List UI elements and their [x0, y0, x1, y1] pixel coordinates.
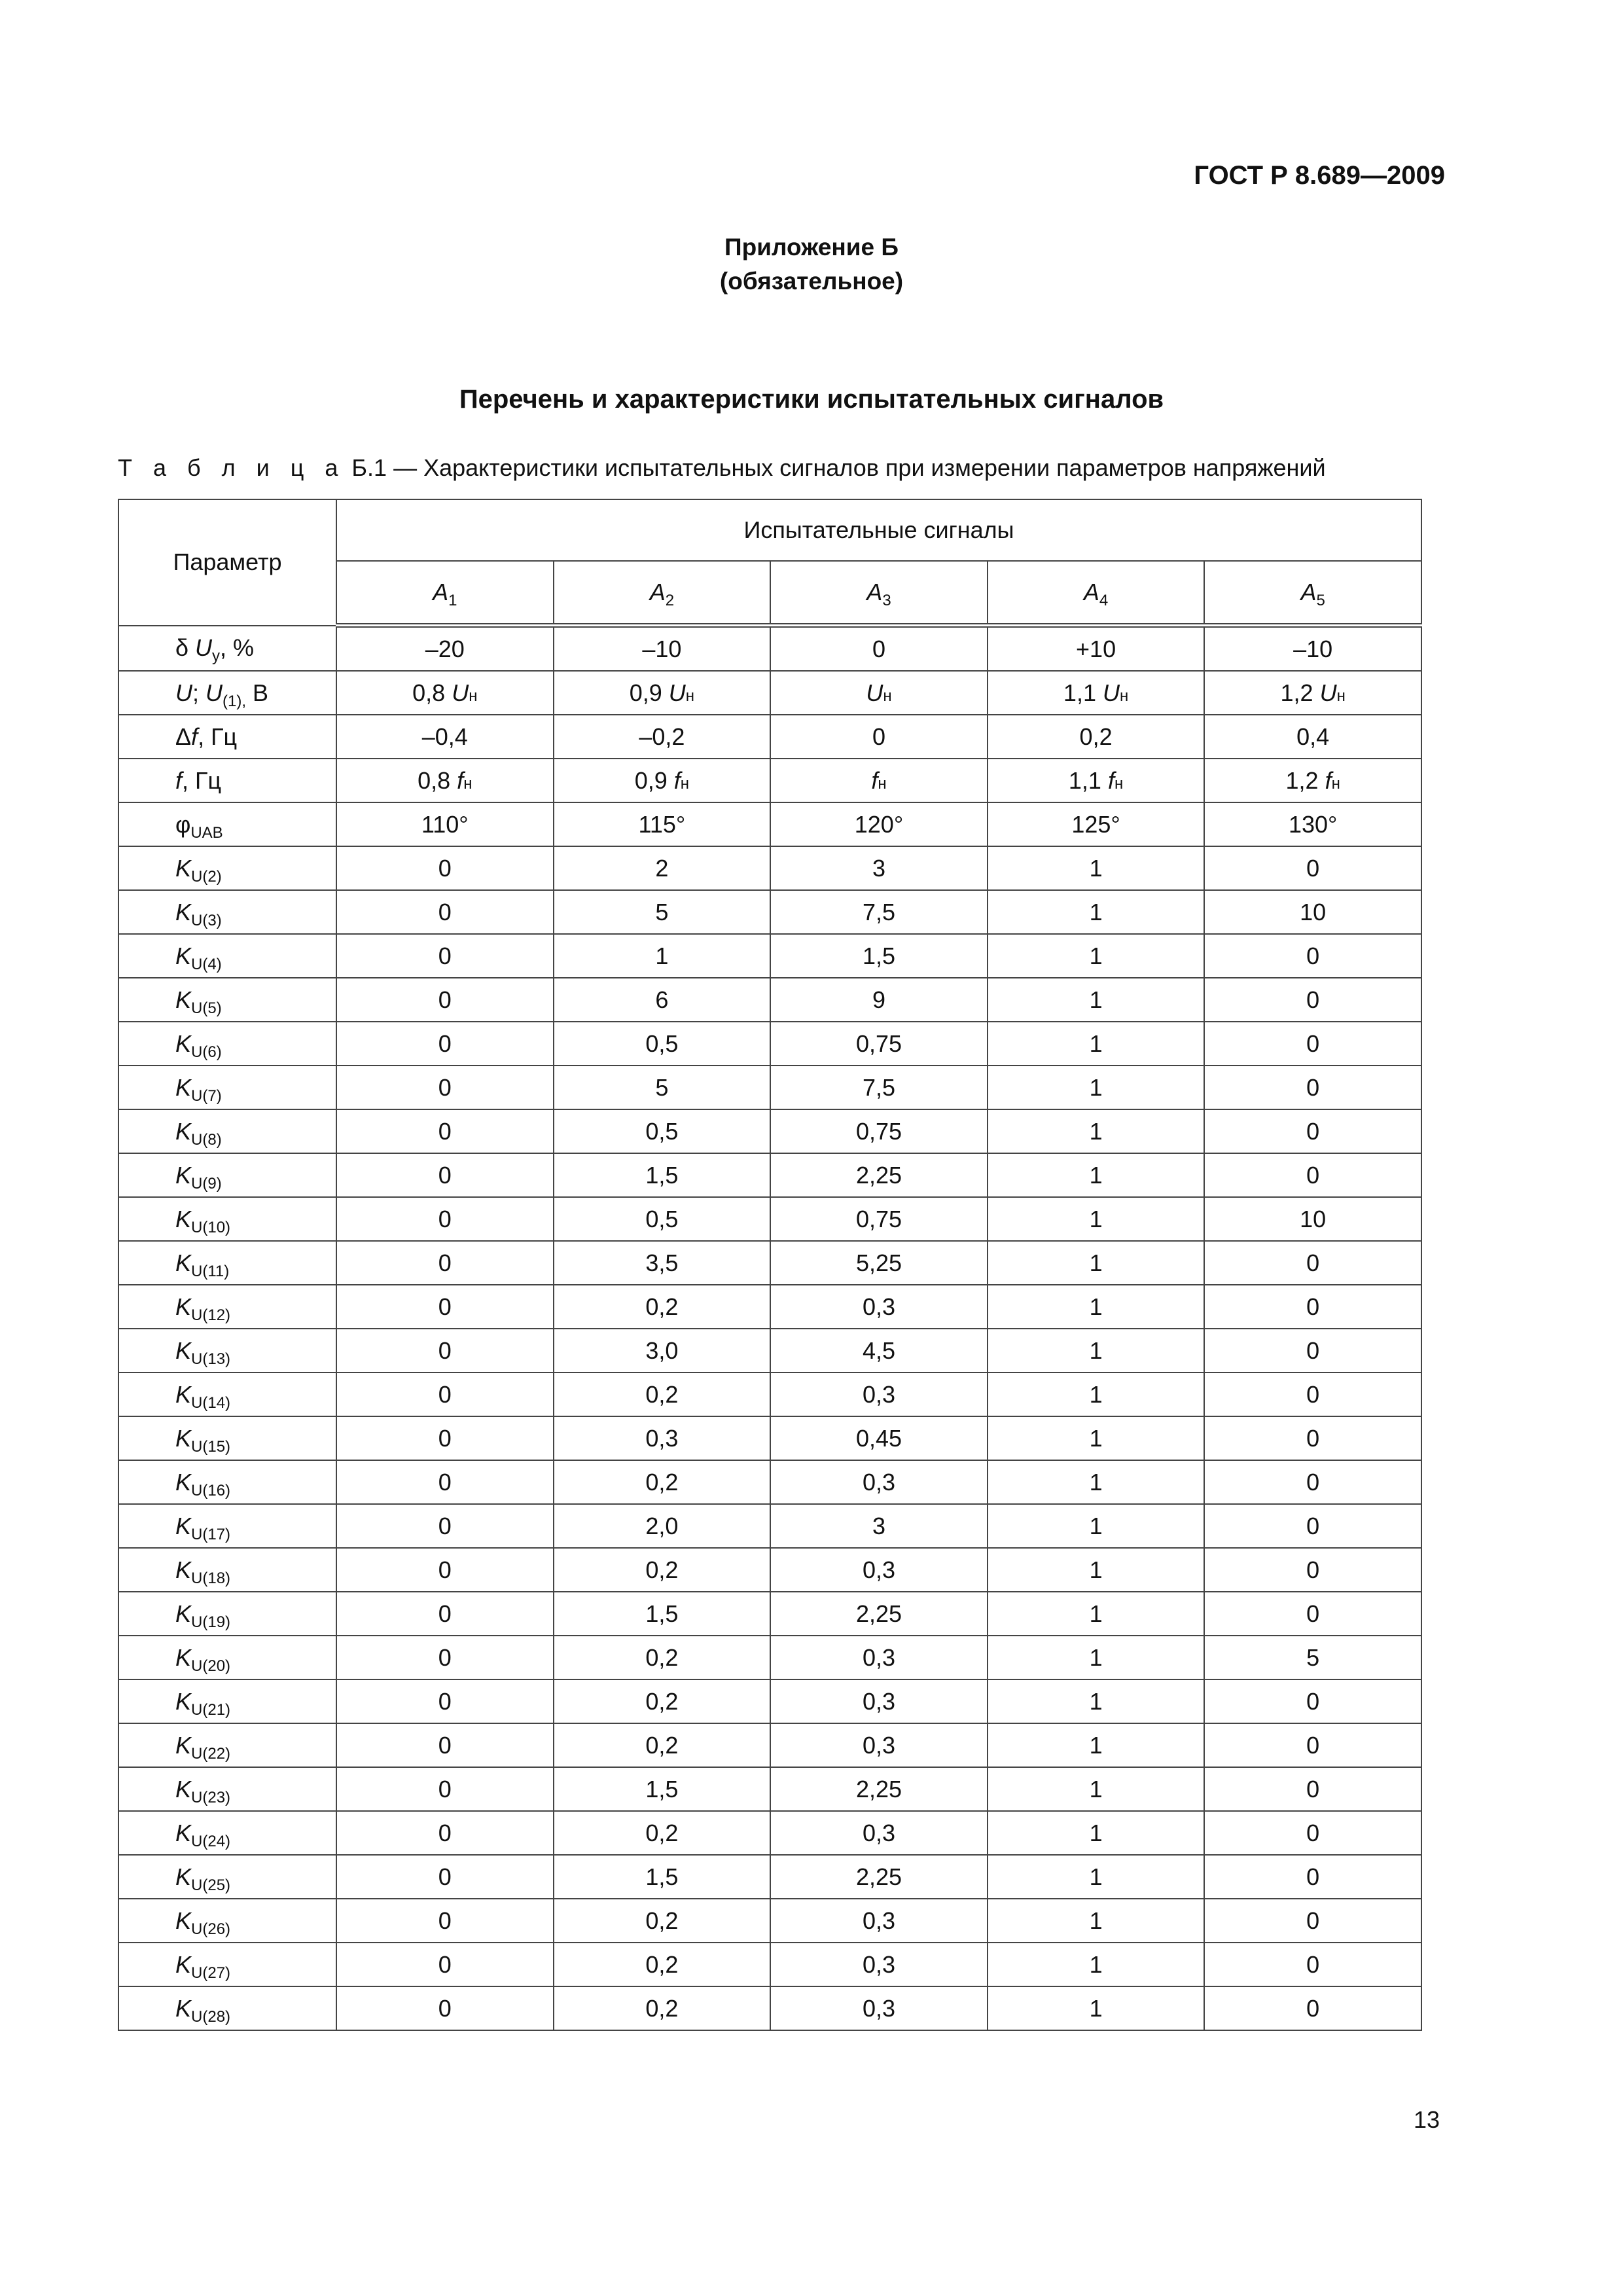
param-cell: δ $U_y$, % [118, 626, 336, 672]
value-cell: 0,3 [770, 1899, 988, 1943]
table-row [118, 934, 1421, 978]
value-cell: 0 [1204, 846, 1421, 890]
value-cell: 1 [988, 1460, 1205, 1504]
table-container [118, 499, 1424, 2076]
value-cell: 115° [554, 802, 771, 846]
value-cell: 0 [1204, 1679, 1421, 1723]
column-header-a2: $A_2$ [554, 561, 771, 626]
value-cell: 0 [336, 1636, 554, 1679]
param-cell: $K_{U(6)}$ [118, 1022, 336, 1066]
param-cell: $K_{U(12)}$ [118, 1285, 336, 1329]
value-cell: 1 [988, 846, 1205, 890]
value-cell: 0 [336, 1416, 554, 1460]
value-cell: 0 [1204, 1855, 1421, 1899]
value-cell: 5 [554, 890, 771, 934]
value-cell: 0,2 [554, 1636, 771, 1679]
value-cell: 0 [336, 890, 554, 934]
value-cell: 0,3 [554, 1416, 771, 1460]
appendix-note: (обязательное) [719, 268, 904, 295]
group-header: Испытательные сигналы [336, 499, 1421, 561]
value-cell: 1 [988, 1504, 1205, 1548]
value-cell: fн [770, 759, 988, 802]
value-cell: 0,2 [554, 1460, 771, 1504]
value-cell: 1,2 Uн [1204, 671, 1421, 715]
value-cell: 0,3 [770, 1723, 988, 1767]
table-row [118, 1767, 1421, 1811]
column-header-a3: $A_3$ [770, 561, 988, 626]
value-cell: 1 [988, 1723, 1205, 1767]
value-cell: 5 [1204, 1636, 1421, 1679]
value-cell: 0 [336, 1811, 554, 1855]
value-cell: 1,5 [554, 1855, 771, 1899]
appendix-heading [0, 230, 1623, 298]
value-cell: 0 [336, 1241, 554, 1285]
value-cell: 0,9 Uн [554, 671, 771, 715]
value-cell: 0 [336, 1592, 554, 1636]
table-row [118, 890, 1421, 934]
value-cell: 0 [336, 1943, 554, 1986]
param-cell: $K_{U(11)}$ [118, 1241, 336, 1285]
value-cell: 1,5 [554, 1592, 771, 1636]
value-cell: 1 [988, 1592, 1205, 1636]
value-cell: 0,75 [770, 1022, 988, 1066]
value-cell: 0 [336, 1460, 554, 1504]
value-cell: 2,25 [770, 1767, 988, 1811]
value-cell: 0 [1204, 1372, 1421, 1416]
value-cell: 0 [336, 1285, 554, 1329]
table-caption-label: Т а б л и ц а [118, 454, 346, 481]
param-cell: $K_{U(5)}$ [118, 978, 336, 1022]
param-cell: $K_{U(14)}$ [118, 1372, 336, 1416]
value-cell: 0,75 [770, 1197, 988, 1241]
value-cell: 1 [988, 1943, 1205, 1986]
value-cell: 110° [336, 802, 554, 846]
value-cell: 1,1 Uн [988, 671, 1205, 715]
table-row [118, 978, 1421, 1022]
table-caption-text: Б.1 — Характеристики испытательных сигналов при измерении параметров напряжений [351, 454, 1326, 481]
value-cell: 0 [1204, 1022, 1421, 1066]
value-cell: 0,2 [554, 1285, 771, 1329]
value-cell: 0 [1204, 1460, 1421, 1504]
value-cell: 2 [554, 846, 771, 890]
value-cell: 0 [336, 1855, 554, 1899]
value-cell: 0 [1204, 1329, 1421, 1372]
param-cell: $K_{U(8)}$ [118, 1109, 336, 1153]
param-cell: $K_{U(18)}$ [118, 1548, 336, 1592]
value-cell: 1 [988, 1636, 1205, 1679]
value-cell: 0,2 [988, 715, 1205, 759]
section-title: Перечень и характеристики испытательных сигналов [459, 385, 1164, 414]
value-cell: 120° [770, 802, 988, 846]
value-cell: 10 [1204, 1197, 1421, 1241]
table-row [118, 1855, 1421, 1899]
value-cell: 0,2 [554, 1899, 771, 1943]
value-cell: 0 [336, 846, 554, 890]
table-row [118, 1109, 1421, 1153]
param-cell: $K_{U(9)}$ [118, 1153, 336, 1197]
table-row [118, 1899, 1421, 1943]
table-row [118, 1460, 1421, 1504]
value-cell: 1,5 [770, 934, 988, 978]
value-cell: 0 [1204, 1416, 1421, 1460]
value-cell: 2,25 [770, 1855, 988, 1899]
table-row [118, 1943, 1421, 1986]
value-cell: 0,3 [770, 1285, 988, 1329]
value-cell: 3,0 [554, 1329, 771, 1372]
value-cell: 0,3 [770, 1679, 988, 1723]
table-row [118, 1548, 1421, 1592]
value-cell: 0,2 [554, 1811, 771, 1855]
param-cell: $K_{U(22)}$ [118, 1723, 336, 1767]
value-cell: 0 [336, 1679, 554, 1723]
param-cell: $K_{U(16)}$ [118, 1460, 336, 1504]
value-cell: 7,5 [770, 1066, 988, 1109]
value-cell: –0,2 [554, 715, 771, 759]
value-cell: 0 [336, 1372, 554, 1416]
value-cell: 0,45 [770, 1416, 988, 1460]
param-cell: $K_{U(15)}$ [118, 1416, 336, 1460]
value-cell: 0 [1204, 1592, 1421, 1636]
value-cell: 3,5 [554, 1241, 771, 1285]
value-cell: 2,0 [554, 1504, 771, 1548]
value-cell: 0 [1204, 1986, 1421, 2030]
value-cell: 1 [988, 1109, 1205, 1153]
value-cell: 0,8 fн [336, 759, 554, 802]
value-cell: 0,2 [554, 1723, 771, 1767]
table-row [118, 1285, 1421, 1329]
column-header-a4: $A_4$ [988, 561, 1205, 626]
value-cell: 0 [336, 1899, 554, 1943]
value-cell: 1 [988, 1241, 1205, 1285]
value-cell: 0 [1204, 934, 1421, 978]
table-row [118, 1372, 1421, 1416]
param-cell: $K_{U(2)}$ [118, 846, 336, 890]
value-cell: 1 [988, 1066, 1205, 1109]
param-cell: $K_{U(19)}$ [118, 1592, 336, 1636]
table-row [118, 715, 1421, 759]
value-cell: 5 [554, 1066, 771, 1109]
value-cell: 1,5 [554, 1153, 771, 1197]
value-cell: 0 [1204, 1504, 1421, 1548]
value-cell: 0 [336, 1109, 554, 1153]
param-cell: $K_{U(20)}$ [118, 1636, 336, 1679]
table-row [118, 1636, 1421, 1679]
value-cell: 1,5 [554, 1767, 771, 1811]
table-row [118, 1592, 1421, 1636]
value-cell: 130° [1204, 802, 1421, 846]
value-cell: 0,3 [770, 1986, 988, 2030]
param-cell: $K_{U(21)}$ [118, 1679, 336, 1723]
value-cell: 0 [1204, 1548, 1421, 1592]
value-cell: 7,5 [770, 890, 988, 934]
table-body [118, 626, 1421, 2031]
value-cell: +10 [988, 626, 1205, 672]
value-cell: 0 [1204, 1723, 1421, 1767]
value-cell: 9 [770, 978, 988, 1022]
param-header: Параметр [118, 499, 336, 626]
param-cell: $\varphi_{UAB}$ [118, 802, 336, 846]
table-row [118, 1197, 1421, 1241]
column-header-a1: $A_1$ [336, 561, 554, 626]
value-cell: 0 [1204, 1767, 1421, 1811]
param-cell: $K_{U(7)}$ [118, 1066, 336, 1109]
value-cell: 0 [336, 1548, 554, 1592]
value-cell: 0,2 [554, 1943, 771, 1986]
table-row [118, 1416, 1421, 1460]
value-cell: 1 [988, 1416, 1205, 1460]
table-row [118, 671, 1421, 715]
table-row [118, 1022, 1421, 1066]
value-cell: 0,3 [770, 1811, 988, 1855]
value-cell: 0 [770, 715, 988, 759]
value-cell: 5,25 [770, 1241, 988, 1285]
table-row [118, 802, 1421, 846]
table-caption [118, 454, 1326, 482]
value-cell: 0 [336, 1153, 554, 1197]
appendix-title: Приложение Б [724, 234, 899, 260]
table-row [118, 1066, 1421, 1109]
value-cell: 2,25 [770, 1153, 988, 1197]
value-cell: 0,8 Uн [336, 671, 554, 715]
value-cell: 1 [988, 978, 1205, 1022]
value-cell: 1 [988, 1548, 1205, 1592]
value-cell: 0 [1204, 1943, 1421, 1986]
value-cell: 0,2 [554, 1548, 771, 1592]
signals-table [118, 499, 1422, 2031]
value-cell: 0 [336, 1066, 554, 1109]
value-cell: 0 [336, 1197, 554, 1241]
value-cell: 10 [1204, 890, 1421, 934]
value-cell: 1 [554, 934, 771, 978]
table-row [118, 1723, 1421, 1767]
value-cell: 4,5 [770, 1329, 988, 1372]
value-cell: –10 [1204, 626, 1421, 672]
param-cell: $K_{U(10)}$ [118, 1197, 336, 1241]
value-cell: 0,5 [554, 1022, 771, 1066]
value-cell: 0 [1204, 1109, 1421, 1153]
table-row [118, 1329, 1421, 1372]
value-cell: 6 [554, 978, 771, 1022]
value-cell: 0 [336, 1723, 554, 1767]
param-cell: $K_{U(23)}$ [118, 1767, 336, 1811]
value-cell: 0,75 [770, 1109, 988, 1153]
value-cell: 1 [988, 1855, 1205, 1899]
value-cell: 1 [988, 934, 1205, 978]
value-cell: 1 [988, 1679, 1205, 1723]
param-cell: f, Гц [118, 759, 336, 802]
value-cell: 2,25 [770, 1592, 988, 1636]
value-cell: 0 [1204, 978, 1421, 1022]
table-row [118, 1679, 1421, 1723]
param-cell: $K_{U(27)}$ [118, 1943, 336, 1986]
value-cell: 3 [770, 846, 988, 890]
column-header-a5: $A_5$ [1204, 561, 1421, 626]
table-row [118, 626, 1421, 672]
value-cell: 0 [336, 1022, 554, 1066]
value-cell: 0,3 [770, 1636, 988, 1679]
param-cell: $K_{U(28)}$ [118, 1986, 336, 2030]
value-cell: 1 [988, 1022, 1205, 1066]
table-row [118, 846, 1421, 890]
value-cell: 125° [988, 802, 1205, 846]
value-cell: 1 [988, 1372, 1205, 1416]
value-cell: 1 [988, 890, 1205, 934]
value-cell: 0,2 [554, 1372, 771, 1416]
value-cell: 1 [988, 1329, 1205, 1372]
value-cell: 0,4 [1204, 715, 1421, 759]
value-cell: 0 [1204, 1241, 1421, 1285]
value-cell: 0,2 [554, 1986, 771, 2030]
value-cell: 3 [770, 1504, 988, 1548]
value-cell: 0 [1204, 1066, 1421, 1109]
table-row [118, 1241, 1421, 1285]
param-cell: $K_{U(24)}$ [118, 1811, 336, 1855]
value-cell: 0 [1204, 1153, 1421, 1197]
value-cell: 0 [1204, 1899, 1421, 1943]
value-cell: –10 [554, 626, 771, 672]
param-cell: Δf, Гц [118, 715, 336, 759]
value-cell: 1 [988, 1153, 1205, 1197]
value-cell: 0 [336, 1329, 554, 1372]
param-cell: $K_{U(13)}$ [118, 1329, 336, 1372]
value-cell: 0,3 [770, 1943, 988, 1986]
value-cell: 0 [336, 1986, 554, 2030]
param-cell: U; $U_{(1),}$ В [118, 671, 336, 715]
value-cell: 1 [988, 1899, 1205, 1943]
page-number: 13 [1413, 2106, 1440, 2133]
value-cell: 0,9 fн [554, 759, 771, 802]
value-cell: 0 [1204, 1285, 1421, 1329]
value-cell: 0 [336, 1767, 554, 1811]
value-cell: 1 [988, 1197, 1205, 1241]
table-row [118, 1986, 1421, 2030]
param-cell: $K_{U(26)}$ [118, 1899, 336, 1943]
value-cell: Uн [770, 671, 988, 715]
param-cell: $K_{U(17)}$ [118, 1504, 336, 1548]
value-cell: 0,3 [770, 1372, 988, 1416]
value-cell: 1 [988, 1811, 1205, 1855]
value-cell: 0 [336, 978, 554, 1022]
param-cell: $K_{U(4)}$ [118, 934, 336, 978]
value-cell: 1,2 fн [1204, 759, 1421, 802]
value-cell: –0,4 [336, 715, 554, 759]
value-cell: 0,3 [770, 1460, 988, 1504]
value-cell: 0,5 [554, 1109, 771, 1153]
value-cell: 1 [988, 1285, 1205, 1329]
value-cell: 0 [1204, 1811, 1421, 1855]
value-cell: 0,5 [554, 1197, 771, 1241]
value-cell: 0 [336, 934, 554, 978]
param-cell: $K_{U(25)}$ [118, 1855, 336, 1899]
table-row [118, 759, 1421, 802]
table-row [118, 1504, 1421, 1548]
table-row [118, 1811, 1421, 1855]
value-cell: –20 [336, 626, 554, 672]
document-id: ГОСТ Р 8.689—2009 [1194, 161, 1445, 190]
value-cell: 1 [988, 1767, 1205, 1811]
value-cell: 0 [336, 1504, 554, 1548]
table-row [118, 1153, 1421, 1197]
value-cell: 0 [770, 626, 988, 672]
value-cell: 1 [988, 1986, 1205, 2030]
value-cell: 1,1 fн [988, 759, 1205, 802]
param-cell: $K_{U(3)}$ [118, 890, 336, 934]
value-cell: 0,2 [554, 1679, 771, 1723]
value-cell: 0,3 [770, 1548, 988, 1592]
